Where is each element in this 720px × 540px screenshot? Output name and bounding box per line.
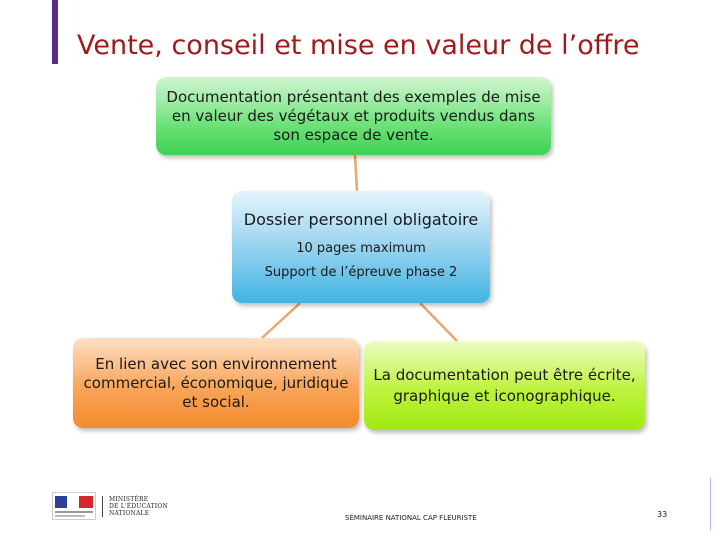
center-box-heading: Dossier personnel obligatoire bbox=[243, 210, 479, 229]
left-box bbox=[73, 338, 359, 428]
ministry-logo-text: MINISTÈRE DE L'ÉDUCATION NATIONALE bbox=[102, 496, 168, 517]
top-box bbox=[156, 77, 551, 155]
ministry-logo bbox=[52, 488, 168, 524]
page-number: 33 bbox=[657, 510, 668, 519]
center-box bbox=[232, 191, 490, 303]
left-box-text: En lien avec son environnement commercial, économique, juridique et social. bbox=[83, 354, 349, 411]
connector-center-right bbox=[420, 303, 457, 341]
center-box-line2: Support de l’épreuve phase 2 bbox=[264, 265, 458, 280]
page-title: Vente, conseil et mise en valeur de l’offre bbox=[77, 30, 640, 61]
right-box bbox=[364, 341, 645, 430]
footer-divider bbox=[710, 478, 711, 530]
center-box-line1: 10 pages maximum bbox=[296, 241, 426, 256]
footer-text: SÉMINAIRE NATIONAL CAP FLEURISTE bbox=[345, 514, 477, 522]
republic-flag-icon bbox=[52, 492, 96, 520]
top-box-text: Documentation présentant des exemples de mise en valeur des végétaux et produits vendus dans son espace de vente. bbox=[166, 87, 541, 144]
connector-top-center bbox=[355, 155, 357, 191]
right-box-text: La documentation peut être écrite, graphique et iconographique. bbox=[373, 365, 636, 405]
connector-center-left bbox=[262, 303, 300, 338]
